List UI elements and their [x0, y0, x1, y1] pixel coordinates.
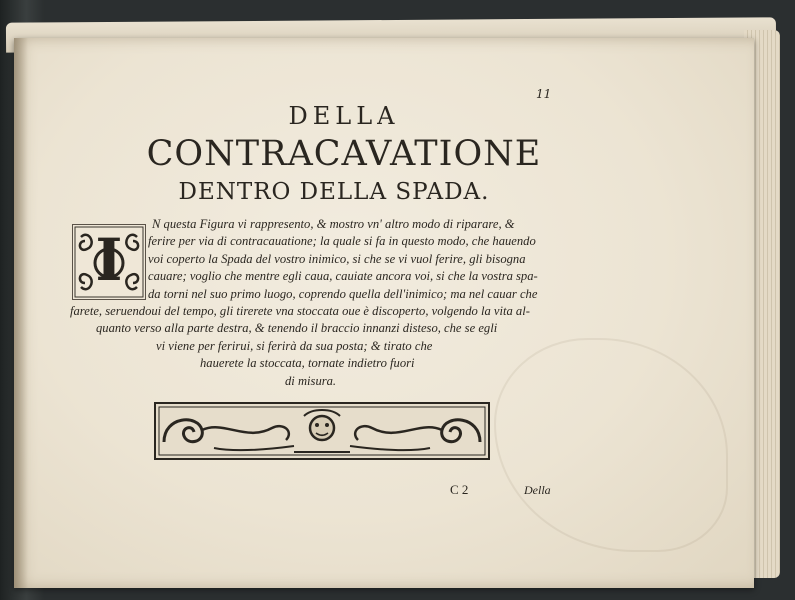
body-line: hauerete la stoccata, tornate indietro fuori — [200, 356, 415, 371]
body-line: N questa Figura vi rappresento, & mostro vn' altro modo di riparare, & — [152, 217, 515, 231]
ornament-band-icon — [154, 402, 490, 460]
body-line: cauare; voglio che mentre egli caua, cauiate ancora voi, si che la vostra spa- — [148, 269, 538, 284]
initial-letter: I — [95, 226, 123, 294]
body-line: di misura. — [285, 373, 337, 388]
title-line-2: CONTRACAVATIONE — [146, 134, 542, 174]
body-line: farete, seruendoui del tempo, gli tirerete vna stoccata oue è discoperto, volgendo la vita al- — [70, 304, 530, 319]
catchword: Della — [524, 483, 551, 497]
title-line-1: DELLA — [288, 102, 400, 130]
body-line: voi coperto la Spada del vostro inimico, si che se vi vuol ferire, gli bisogna — [148, 251, 526, 266]
body-line: da torni nel suo primo luogo, coprendo quella dell'inimico; ma nel cauar che — [148, 286, 538, 301]
book-page — [14, 38, 754, 588]
body-line: quanto verso alla parte destra, & tenendo il braccio innanzi disteso, che se egli — [96, 321, 498, 336]
page-gutter — [14, 38, 28, 588]
folio-number: 11 — [536, 87, 552, 101]
title-line-3: DENTRO DELLA SPADA. — [178, 179, 490, 205]
body-paragraph — [70, 216, 565, 390]
body-line: vi viene per ferirui, si ferirà da sua posta; & tirato che — [156, 338, 433, 353]
body-line: ferire per via di contracauatione; la quale si fa in questo modo, che hauendo — [148, 234, 536, 249]
signature-mark: C 2 — [450, 482, 469, 497]
